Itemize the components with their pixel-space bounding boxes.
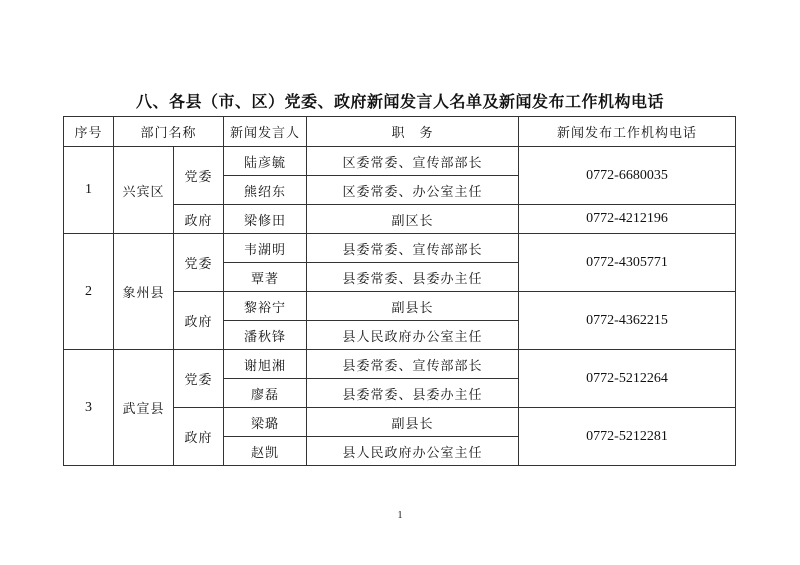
- person-cell: 梁修田: [224, 205, 307, 234]
- county-name: 兴宾区: [114, 147, 174, 234]
- person-cell: 覃著: [224, 263, 307, 292]
- county-name: 象州县: [114, 234, 174, 350]
- party-label: 党委: [174, 147, 224, 205]
- table-row: [64, 147, 736, 176]
- county-name: 武宣县: [114, 350, 174, 466]
- position-cell: 县委常委、宣传部部长: [307, 350, 519, 379]
- phone-cell: 0772-5212264: [519, 350, 736, 408]
- page-number: 1: [397, 510, 403, 521]
- position-cell: 县委常委、县委办主任: [307, 379, 519, 408]
- person-cell: 赵凯: [224, 437, 307, 466]
- header-position: 职 务: [307, 117, 519, 147]
- spokesperson-table: [63, 116, 736, 466]
- document-title: 八、各县（市、区）党委、政府新闻发言人名单及新闻发布工作机构电话: [135, 92, 664, 111]
- phone-cell: 0772-4362215: [519, 292, 736, 350]
- position-cell: 县委常委、宣传部部长: [307, 234, 519, 263]
- seq-cell: 3: [64, 350, 114, 466]
- header-dept: 部门名称: [114, 117, 224, 147]
- seq-cell: 2: [64, 234, 114, 350]
- header-spokesperson: 新闻发言人: [224, 117, 307, 147]
- person-cell: 熊绍东: [224, 176, 307, 205]
- phone-cell: 0772-5212281: [519, 408, 736, 466]
- position-cell: 县人民政府办公室主任: [307, 321, 519, 350]
- gov-label: 政府: [174, 292, 224, 350]
- phone-cell: 0772-4212196: [519, 205, 736, 234]
- position-cell: 区委常委、宣传部部长: [307, 147, 519, 176]
- table-row: [64, 234, 736, 263]
- table-header-row: [64, 117, 736, 147]
- person-cell: 梁璐: [224, 408, 307, 437]
- person-cell: 潘秋锋: [224, 321, 307, 350]
- header-seq: 序号: [64, 117, 114, 147]
- position-cell: 副县长: [307, 408, 519, 437]
- person-cell: 黎裕宁: [224, 292, 307, 321]
- person-cell: 陆彦毓: [224, 147, 307, 176]
- party-label: 党委: [174, 234, 224, 292]
- person-cell: 谢旭湘: [224, 350, 307, 379]
- party-label: 党委: [174, 350, 224, 408]
- position-cell: 县人民政府办公室主任: [307, 437, 519, 466]
- position-cell: 副区长: [307, 205, 519, 234]
- phone-cell: 0772-6680035: [519, 147, 736, 205]
- person-cell: 韦湖明: [224, 234, 307, 263]
- phone-cell: 0772-4305771: [519, 234, 736, 292]
- position-cell: 副县长: [307, 292, 519, 321]
- gov-label: 政府: [174, 408, 224, 466]
- table-row: [64, 350, 736, 379]
- seq-cell: 1: [64, 147, 114, 234]
- person-cell: 廖磊: [224, 379, 307, 408]
- gov-label: 政府: [174, 205, 224, 234]
- position-cell: 县委常委、县委办主任: [307, 263, 519, 292]
- position-cell: 区委常委、办公室主任: [307, 176, 519, 205]
- header-phone: 新闻发布工作机构电话: [519, 117, 736, 147]
